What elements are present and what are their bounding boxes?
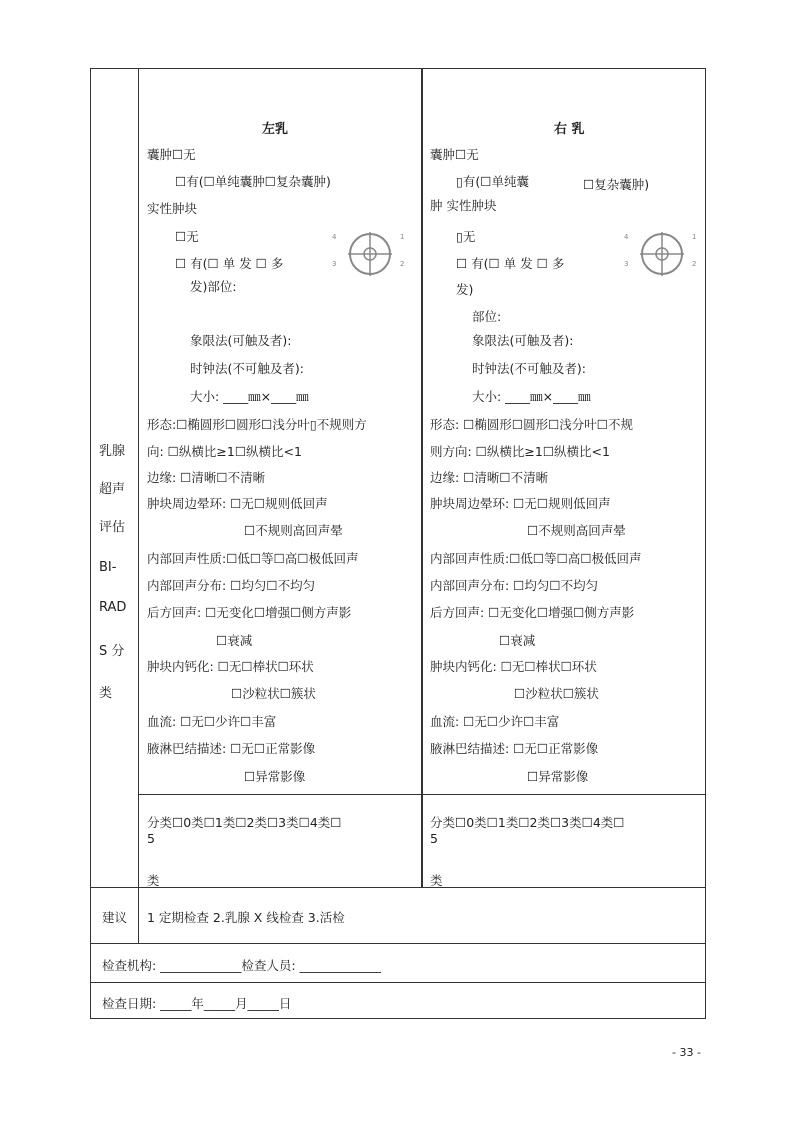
right-dial-label-4: 4 bbox=[624, 233, 629, 241]
right-dial-label-3: 3 bbox=[624, 260, 629, 268]
left-orientation: 向: ☐纵横比≥1☐纵横比<1 bbox=[147, 444, 302, 459]
left-attenuation: ☐衰减 bbox=[216, 633, 253, 648]
left-posterior-echo: 后方回声: ☐无变化☐增强☐侧方声影 bbox=[147, 605, 352, 620]
right-classification-5: 5 bbox=[430, 831, 438, 846]
right-halo-irregular: ☐不规则高回声晕 bbox=[527, 523, 626, 538]
breast-column-divider bbox=[421, 68, 423, 887]
side-label-3: 评估 bbox=[99, 520, 126, 535]
right-solid-mass-heading: 肿 实性肿块 bbox=[430, 198, 497, 213]
side-label-1: 乳腺 bbox=[99, 444, 126, 459]
table-bottom-border bbox=[90, 1018, 706, 1019]
right-echo-distribution: 内部回声分布: ☐均匀☐不均匀 bbox=[430, 578, 599, 593]
right-mass-present: ☐ 有(☐ 单 发 ☐ 多 bbox=[456, 256, 565, 271]
right-breast-title: 右 乳 bbox=[554, 122, 585, 137]
side-label-2: 超声 bbox=[99, 482, 126, 497]
side-label-6: S 分 bbox=[99, 644, 125, 659]
left-cyst-type-row: ☐有(☐单纯囊肿☐复杂囊肿) bbox=[175, 174, 331, 189]
right-size: 大小: ____㎜×____㎜ bbox=[472, 389, 591, 404]
left-calcification: 肿块内钙化: ☐无☐棒状☐环状 bbox=[147, 659, 314, 674]
right-cyst-complex: ☐复杂囊肿) bbox=[583, 177, 650, 192]
left-classification-5: 5 bbox=[147, 831, 155, 846]
right-attenuation: ☐衰减 bbox=[499, 633, 536, 648]
right-clock-method: 时钟法(不可触及者): bbox=[472, 361, 586, 376]
left-cyst-row: 囊肿☐无 bbox=[147, 147, 196, 162]
left-dial-label-1: 1 bbox=[400, 233, 405, 241]
suggestion-top-border bbox=[90, 887, 706, 888]
right-clock-diagram bbox=[622, 224, 702, 284]
right-orientation: 则方向: ☐纵横比≥1☐纵横比<1 bbox=[430, 444, 610, 459]
left-lymph-abnormal: ☐异常影像 bbox=[244, 769, 306, 784]
table-top-border bbox=[90, 68, 706, 69]
page-number: - 33 - bbox=[672, 1046, 701, 1059]
exam-date-line: 检查日期: _____年_____月_____日 bbox=[102, 996, 292, 1011]
left-clock-diagram bbox=[330, 224, 410, 284]
left-mass-location: 发)部位: bbox=[190, 279, 237, 294]
left-calcification-2: ☐沙粒状☐簇状 bbox=[231, 686, 316, 701]
right-calcification: 肿块内钙化: ☐无☐棒状☐环状 bbox=[430, 659, 597, 674]
right-halo: 肿块周边晕环: ☐无☐规则低回声 bbox=[430, 496, 611, 511]
right-quadrant-method: 象限法(可触及者): bbox=[472, 333, 574, 348]
left-solid-mass-heading: 实性肿块 bbox=[147, 201, 198, 216]
left-halo: 肿块周边晕环: ☐无☐规则低回声 bbox=[147, 496, 328, 511]
right-lymph-node: 腋淋巴结描述: ☐无☐正常影像 bbox=[430, 741, 599, 756]
left-mass-none: ☐无 bbox=[175, 229, 199, 244]
left-blood-flow: 血流: ☐无☐少许☐丰富 bbox=[147, 714, 277, 729]
table-right-border bbox=[705, 68, 706, 1018]
institution-top-border bbox=[90, 943, 706, 944]
side-label-7: 类 bbox=[99, 686, 113, 701]
suggestion-divider bbox=[138, 887, 139, 943]
suggestion-label: 建议 bbox=[102, 910, 128, 925]
right-internal-echo: 内部回声性质:☐低☐等☐高☐极低回声 bbox=[430, 551, 642, 566]
suggestion-text: 1 定期检查 2.乳腺 X 线检查 3.活检 bbox=[147, 910, 345, 925]
left-internal-echo: 内部回声性质:☐低☐等☐高☐极低回声 bbox=[147, 551, 359, 566]
right-blood-flow: 血流: ☐无☐少许☐丰富 bbox=[430, 714, 560, 729]
right-posterior-echo: 后方回声: ☐无变化☐增强☐侧方声影 bbox=[430, 605, 635, 620]
side-label-4: BI- bbox=[99, 560, 117, 575]
right-classification-suffix: 类 bbox=[430, 873, 443, 888]
left-margin: 边缘: ☐清晰☐不清晰 bbox=[147, 470, 266, 485]
table-left-border bbox=[90, 68, 91, 1018]
left-classification-suffix: 类 bbox=[147, 873, 160, 888]
institution-examiner-line: 检查机构: _____________检查人员: _____________ bbox=[102, 958, 381, 973]
left-mass-present: ☐ 有(☐ 单 发 ☐ 多 bbox=[175, 256, 284, 271]
right-dial-label-1: 1 bbox=[692, 233, 697, 241]
right-mass-location: 部位: bbox=[472, 309, 502, 324]
label-column-divider bbox=[138, 68, 139, 887]
left-classification: 分类☐0类☐1类☐2类☐3类☐4类☐ bbox=[147, 815, 342, 830]
right-calcification-2: ☐沙粒状☐簇状 bbox=[514, 686, 599, 701]
right-mass-none: ▯无 bbox=[456, 229, 476, 244]
left-halo-irregular: ☐不规则高回声晕 bbox=[244, 523, 343, 538]
date-top-border bbox=[90, 982, 706, 983]
right-mass-present-cont: 发) bbox=[456, 282, 474, 297]
right-shape: 形态: ☐椭圆形☐圆形☐浅分叶☐不规 bbox=[430, 417, 634, 432]
left-clock-method: 时钟法(不可触及者): bbox=[190, 361, 304, 376]
left-echo-distribution: 内部回声分布: ☐均匀☐不均匀 bbox=[147, 578, 316, 593]
right-cyst-type-row: ▯有(☐单纯囊 bbox=[456, 174, 529, 189]
left-dial-label-3: 3 bbox=[332, 260, 337, 268]
right-cyst-row: 囊肿☐无 bbox=[430, 147, 479, 162]
right-dial-label-2: 2 bbox=[692, 260, 697, 268]
left-quadrant-method: 象限法(可触及者): bbox=[190, 333, 292, 348]
left-size: 大小: ____㎜×____㎜ bbox=[190, 389, 309, 404]
right-margin: 边缘: ☐清晰☐不清晰 bbox=[430, 470, 549, 485]
left-dial-label-4: 4 bbox=[332, 233, 337, 241]
left-lymph-node: 腋淋巴结描述: ☐无☐正常影像 bbox=[147, 741, 316, 756]
left-shape: 形态:☐椭圆形☐圆形☐浅分叶▯不规则方 bbox=[147, 417, 367, 432]
right-lymph-abnormal: ☐异常影像 bbox=[527, 769, 589, 784]
side-label-5: RAD bbox=[99, 600, 127, 615]
left-dial-label-2: 2 bbox=[400, 260, 405, 268]
right-classification: 分类☐0类☐1类☐2类☐3类☐4类☐ bbox=[430, 815, 625, 830]
left-breast-title: 左乳 bbox=[262, 122, 289, 137]
